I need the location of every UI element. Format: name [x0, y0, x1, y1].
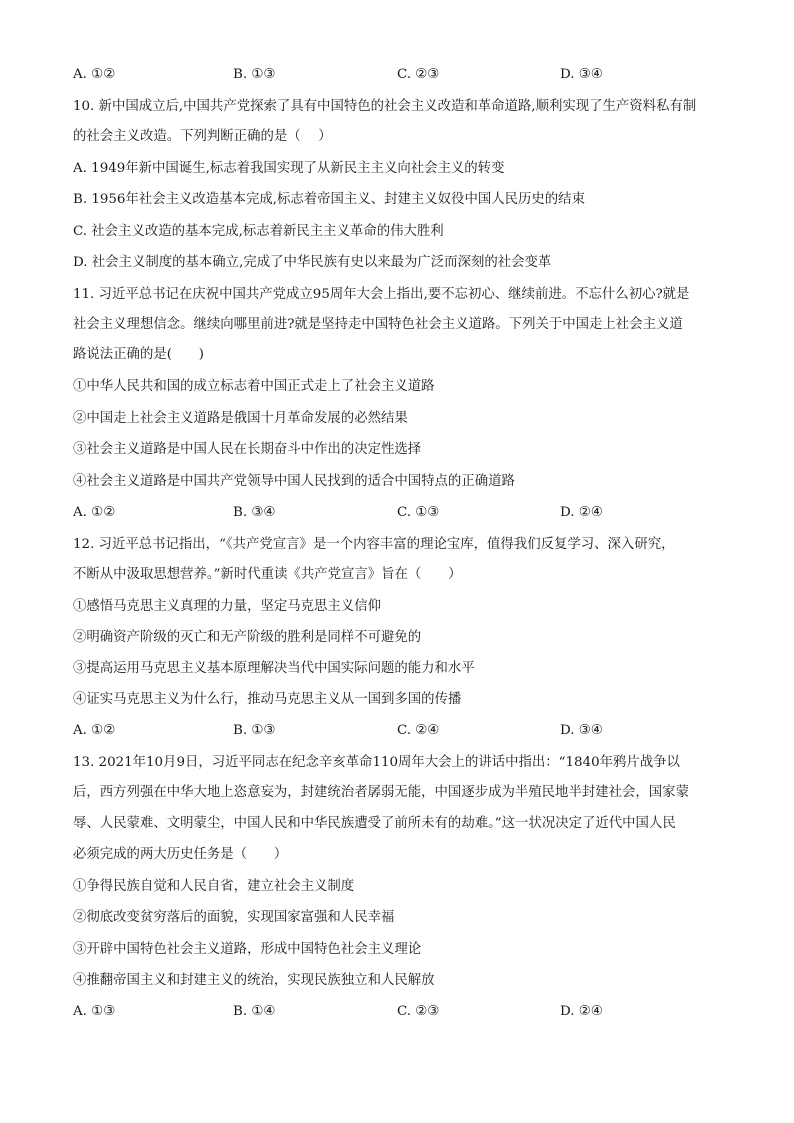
q11-stem-line-1: 11. 习近平总书记在庆祝中国共产党成立95周年大会上指出,要不忘初心、继续前进。不忘什么初心?就是 — [73, 287, 690, 302]
q13-option-d: D. ②④ — [560, 1004, 603, 1019]
q11-option-c: C. ①③ — [397, 505, 440, 520]
q13-option-b: B. ①④ — [233, 1004, 276, 1019]
q13-option-a: A. ①③ — [73, 1004, 116, 1019]
q11-statement-4: ④社会主义道路是中国共产党领导中国人民找到的适合中国特点的正确道路 — [73, 474, 515, 489]
q13-options — [73, 1002, 733, 1022]
q12-stem-line-1: 12. 习近平总书记指出，“《共产党宣言》是一个内容丰富的理论宝库，值得我们反复学习、深入研究， — [73, 537, 675, 552]
q11-options — [73, 503, 733, 523]
q13-statement-3: ③开辟中国特色社会主义道路，形成中国特色社会主义理论 — [73, 942, 422, 957]
q11-option-a: A. ①② — [73, 505, 116, 520]
q10-stem-line-1: 10. 新中国成立后,中国共产党探索了具有中国特色的社会主义改造和革命道路,顺利实现了生产资料私有制 — [73, 99, 697, 114]
q9-option-a: A. ①② — [73, 67, 116, 82]
q12-stem-line-2: 不断从中汲取思想营养。”新时代重读《共产党宣言》旨在（ ） — [73, 567, 462, 582]
q10-option-d: D. 社会主义制度的基本确立,完成了中华民族有史以来最为广泛而深刻的社会变革 — [73, 255, 552, 270]
q13-stem-line-2: 后，西方列强在中华大地上恣意妄为，封建统治者孱弱无能，中国逐步成为半殖民地半封建社会，国家蒙 — [73, 785, 689, 800]
q13-stem-line-3: 辱、人民蒙难、文明蒙尘，中国人民和中华民族遭受了前所未有的劫难。”这一状况决定了近代中国人民 — [73, 816, 676, 831]
q11-option-b: B. ③④ — [233, 505, 276, 520]
q12-statement-1: ①感悟马克思主义真理的力量，坚定马克思主义信仰 — [73, 599, 381, 614]
q12-option-c: C. ②④ — [397, 723, 440, 738]
q9-option-c: C. ②③ — [397, 67, 440, 82]
q13-statement-4: ④推翻帝国主义和封建主义的统治，实现民族独立和人民解放 — [73, 973, 435, 988]
q12-option-d: D. ③④ — [560, 723, 603, 738]
q13-statement-2: ②彻底改变贫穷落后的面貌，实现国家富强和人民幸福 — [73, 910, 395, 925]
q11-statement-3: ③社会主义道路是中国人民在长期奋斗中作出的决定性选择 — [73, 442, 422, 457]
q11-statement-2: ②中国走上社会主义道路是俄国十月革命发展的必然结果 — [73, 411, 408, 426]
q10-option-b: B. 1956年社会主义改造基本完成,标志着帝国主义、封建主义奴役中国人民历史的结束 — [73, 192, 585, 207]
q12-statement-2: ②明确资产阶级的灭亡和无产阶级的胜利是同样不可避免的 — [73, 630, 422, 645]
q10-option-c: C. 社会主义改造的基本完成,标志着新民主主义革命的伟大胜利 — [73, 224, 444, 239]
q11-option-d: D. ②④ — [560, 505, 603, 520]
q9-option-b: B. ①③ — [233, 67, 276, 82]
q13-stem-line-1: 13. 2021年10月9日，习近平同志在纪念辛亥革命110周年大会上的讲话中指出：“1840年鸦片战争以 — [73, 755, 680, 770]
q13-statement-1: ①争得民族自觉和人民自省，建立社会主义制度 — [73, 879, 355, 894]
q11-stem-line-2: 社会主义理想信念。继续向哪里前进?就是坚持走中国特色社会主义道路。下列关于中国走上社会主义道 — [73, 317, 683, 332]
q13-stem-line-4: 必须完成的两大历史任务是（ ） — [73, 847, 288, 862]
q11-statement-1: ①中华人民共和国的成立标志着中国正式走上了社会主义道路 — [73, 379, 435, 394]
q12-option-b: B. ①③ — [233, 723, 276, 738]
q12-options — [73, 721, 733, 741]
q12-statement-4: ④证实马克思主义为什么行，推动马克思主义从一国到多国的传播 — [73, 692, 462, 707]
q11-stem-line-3: 路说法正确的是( ) — [73, 347, 204, 362]
q10-stem-line-2: 的社会主义改造。下列判断正确的是（ ） — [73, 129, 332, 144]
q13-option-c: C. ②③ — [397, 1004, 440, 1019]
q9-option-d: D. ③④ — [560, 67, 603, 82]
q9-options — [73, 65, 733, 85]
q12-option-a: A. ①② — [73, 723, 116, 738]
q12-statement-3: ③提高运用马克思主义基本原理解决当代中国实际问题的能力和水平 — [73, 661, 475, 676]
q10-option-a: A. 1949年新中国诞生,标志着我国实现了从新民主主义向社会主义的转变 — [73, 161, 505, 176]
